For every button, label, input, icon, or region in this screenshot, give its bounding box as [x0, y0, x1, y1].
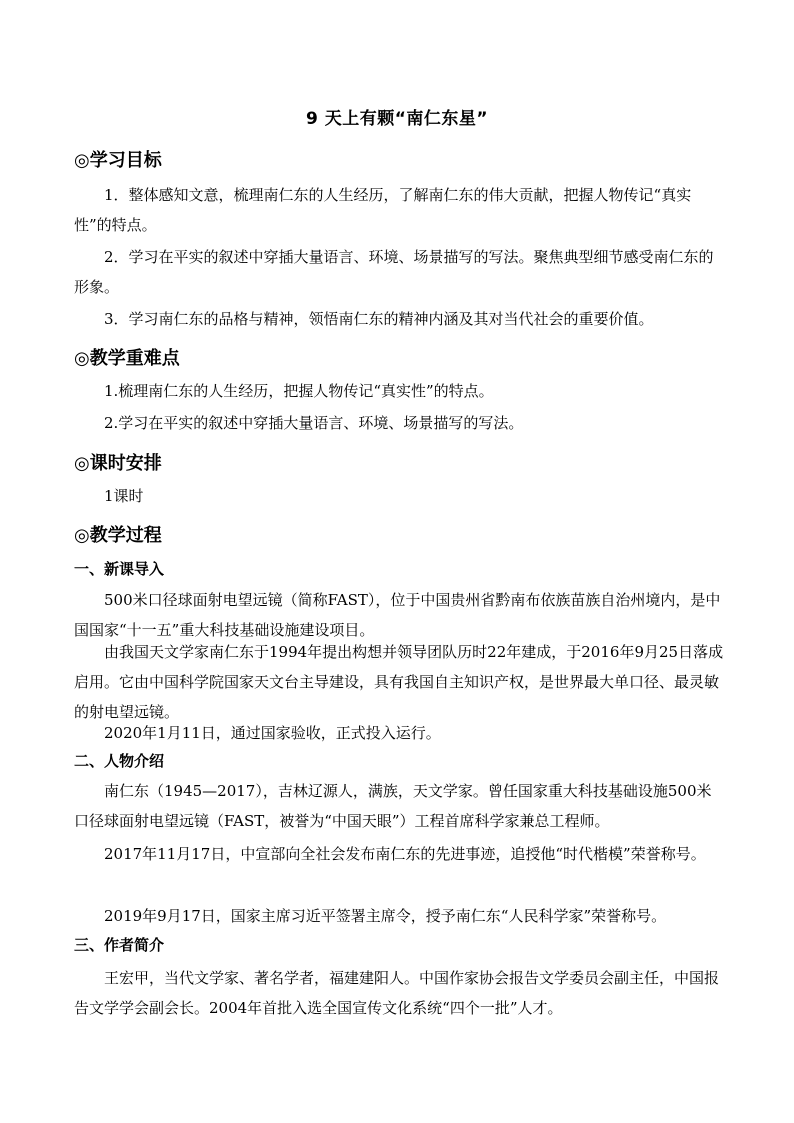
person-paragraph-1: 南仁东（1945—2017），吉林辽源人，满族，天文学家。曾任国家重大科技基础设施500米口径球面射电望远镜（FAST，被誉为“中国天眼”）工程首席科学家兼总工程师。 — [74, 782, 712, 830]
process-part-heading-intro: 一、新课导入 — [74, 560, 165, 578]
document-title: 9 天上有颗“南仁东星” — [305, 109, 489, 129]
intro-paragraph-2: 由我国天文学家南仁东于1994年提出构想并领导团队历时22年建成，于2016年9月25日落成启用。它由中国科学院国家天文台主导建设，具有我国自主知识产权，是世界最大单口径、最灵敏的射电望远镜。 — [74, 643, 724, 721]
section-heading-goals: ◎学习目标 — [74, 150, 162, 171]
section-heading-schedule: ◎课时安排 — [74, 453, 162, 474]
goal-item-2: 2．学习在平实的叙述中穿插大量语言、环境、场景描写的写法。聚焦典型细节感受南仁东的形象。 — [74, 248, 714, 296]
goal-item-1: 1．整体感知文意，梳理南仁东的人生经历，了解南仁东的伟大贡献，把握人物传记“真实性”的特点。 — [74, 186, 692, 234]
intro-paragraph-1: 500米口径球面射电望远镜（简称FAST），位于中国贵州省黔南布依族苗族自治州境内，是中国国家“十一五”重大科技基础设施建设项目。 — [74, 591, 721, 639]
key-point-item-2: 2.学习在平实的叙述中穿插大量语言、环境、场景描写的写法。 — [104, 414, 524, 432]
person-paragraph-2: 2017年11月17日，中宣部向全社会发布南仁东的先进事迹，追授他“时代楷模”荣誉称号。 — [104, 845, 706, 863]
process-part-heading-person: 二、人物介绍 — [74, 752, 165, 770]
section-heading-key-points: ◎教学重难点 — [74, 348, 180, 369]
goal-item-3: 3．学习南仁东的品格与精神，领悟南仁东的精神内涵及其对当代社会的重要价值。 — [104, 310, 654, 328]
author-paragraph-1: 王宏甲，当代文学家、著名学者，福建建阳人。中国作家协会报告文学委员会副主任，中国报告文学学会副会长。2004年首批入选全国宣传文化系统“四个一批”人才。 — [74, 969, 720, 1017]
intro-paragraph-3: 2020年1月11日，通过国家验收，正式投入运行。 — [104, 724, 441, 742]
schedule-text: 1课时 — [104, 487, 144, 505]
section-heading-process: ◎教学过程 — [74, 525, 162, 546]
person-paragraph-3: 2019年9月17日，国家主席习近平签署主席令，授予南仁东“人民科学家”荣誉称号。 — [104, 907, 667, 925]
key-point-item-1: 1.梳理南仁东的人生经历，把握人物传记“真实性”的特点。 — [104, 382, 494, 400]
process-part-heading-author: 三、作者简介 — [74, 936, 165, 954]
